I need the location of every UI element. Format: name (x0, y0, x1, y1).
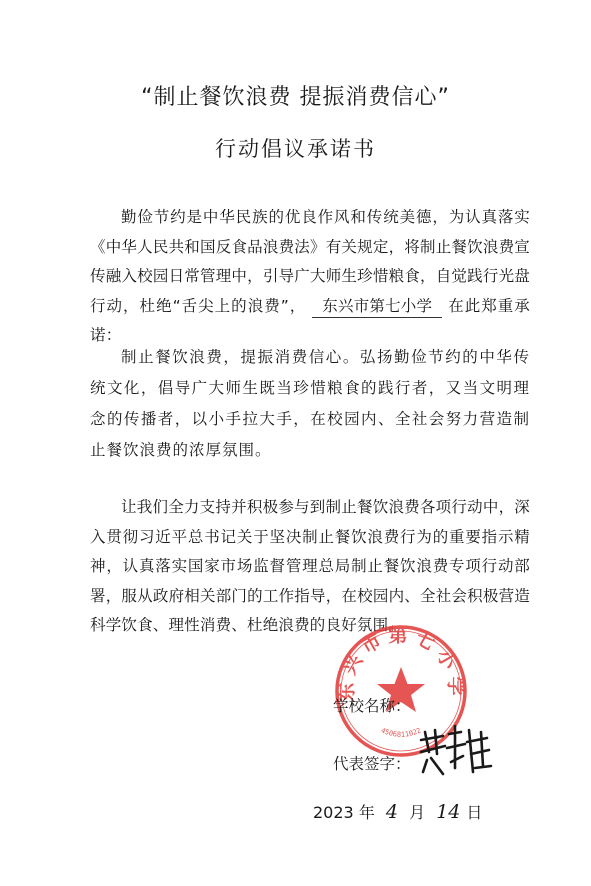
paragraph-1-text: 勤俭节约是中华民族的优良作风和传统美德，为认真落实《中华人民共和国反食品浪费法》有关规定，将制止餐饮浪费宣传融入校园日常管理中，引导广大师生珍惜粮食，自觉践行光盘行动，杜绝“舌尖上的浪费”， (90, 208, 530, 315)
date-year: 2023 (313, 803, 354, 822)
document-title-line2: 行动倡议承诺书 (215, 137, 376, 161)
handwritten-signature (415, 722, 495, 782)
paragraph-1-end: 在此郑重承诺： (90, 296, 530, 344)
paragraph-3: 让我们全力支持并积极参与到制止餐饮浪费各项行动中，深入贯彻习近平总书记关于坚决制止餐饮浪费行为的重要指示精神，认真落实国家市场监督管理总局制止餐饮浪费专项行动部署，服从政府相关部门的工作指导，在校园内、全社会积极营造科学饮食、理性消费、杜绝浪费的良好氛围。 (90, 498, 530, 634)
seal-code-path: 4506811022 (379, 726, 423, 739)
paragraph-2: 制止餐饮浪费，提振消费信心。弘扬勤俭节约的中华传统文化，倡导广大师生既当珍惜粮食的践行者，又当文明理念的传播者，以小手拉大手，在校园内、全社会努力营造制止餐饮浪费的浓厚氛围。 (90, 348, 530, 459)
date-month-unit: 月 (409, 803, 426, 822)
representative-signature-label: 代表签字： (333, 755, 411, 773)
signing-date (313, 800, 482, 823)
date-year-unit: 年 (358, 803, 375, 822)
school-name-label: 学校名称： (333, 697, 411, 715)
date-day: 14 (436, 801, 461, 823)
paragraph-1 (90, 203, 530, 351)
date-day-unit: 日 (466, 803, 483, 822)
document-title-line1: “制止餐饮浪费 提振消费信心” (141, 85, 450, 110)
school-name-fill: 东兴市第七小学 (312, 295, 442, 318)
seal-text-path: 东兴市第七小学 (335, 624, 467, 702)
date-month: 4 (385, 801, 399, 823)
